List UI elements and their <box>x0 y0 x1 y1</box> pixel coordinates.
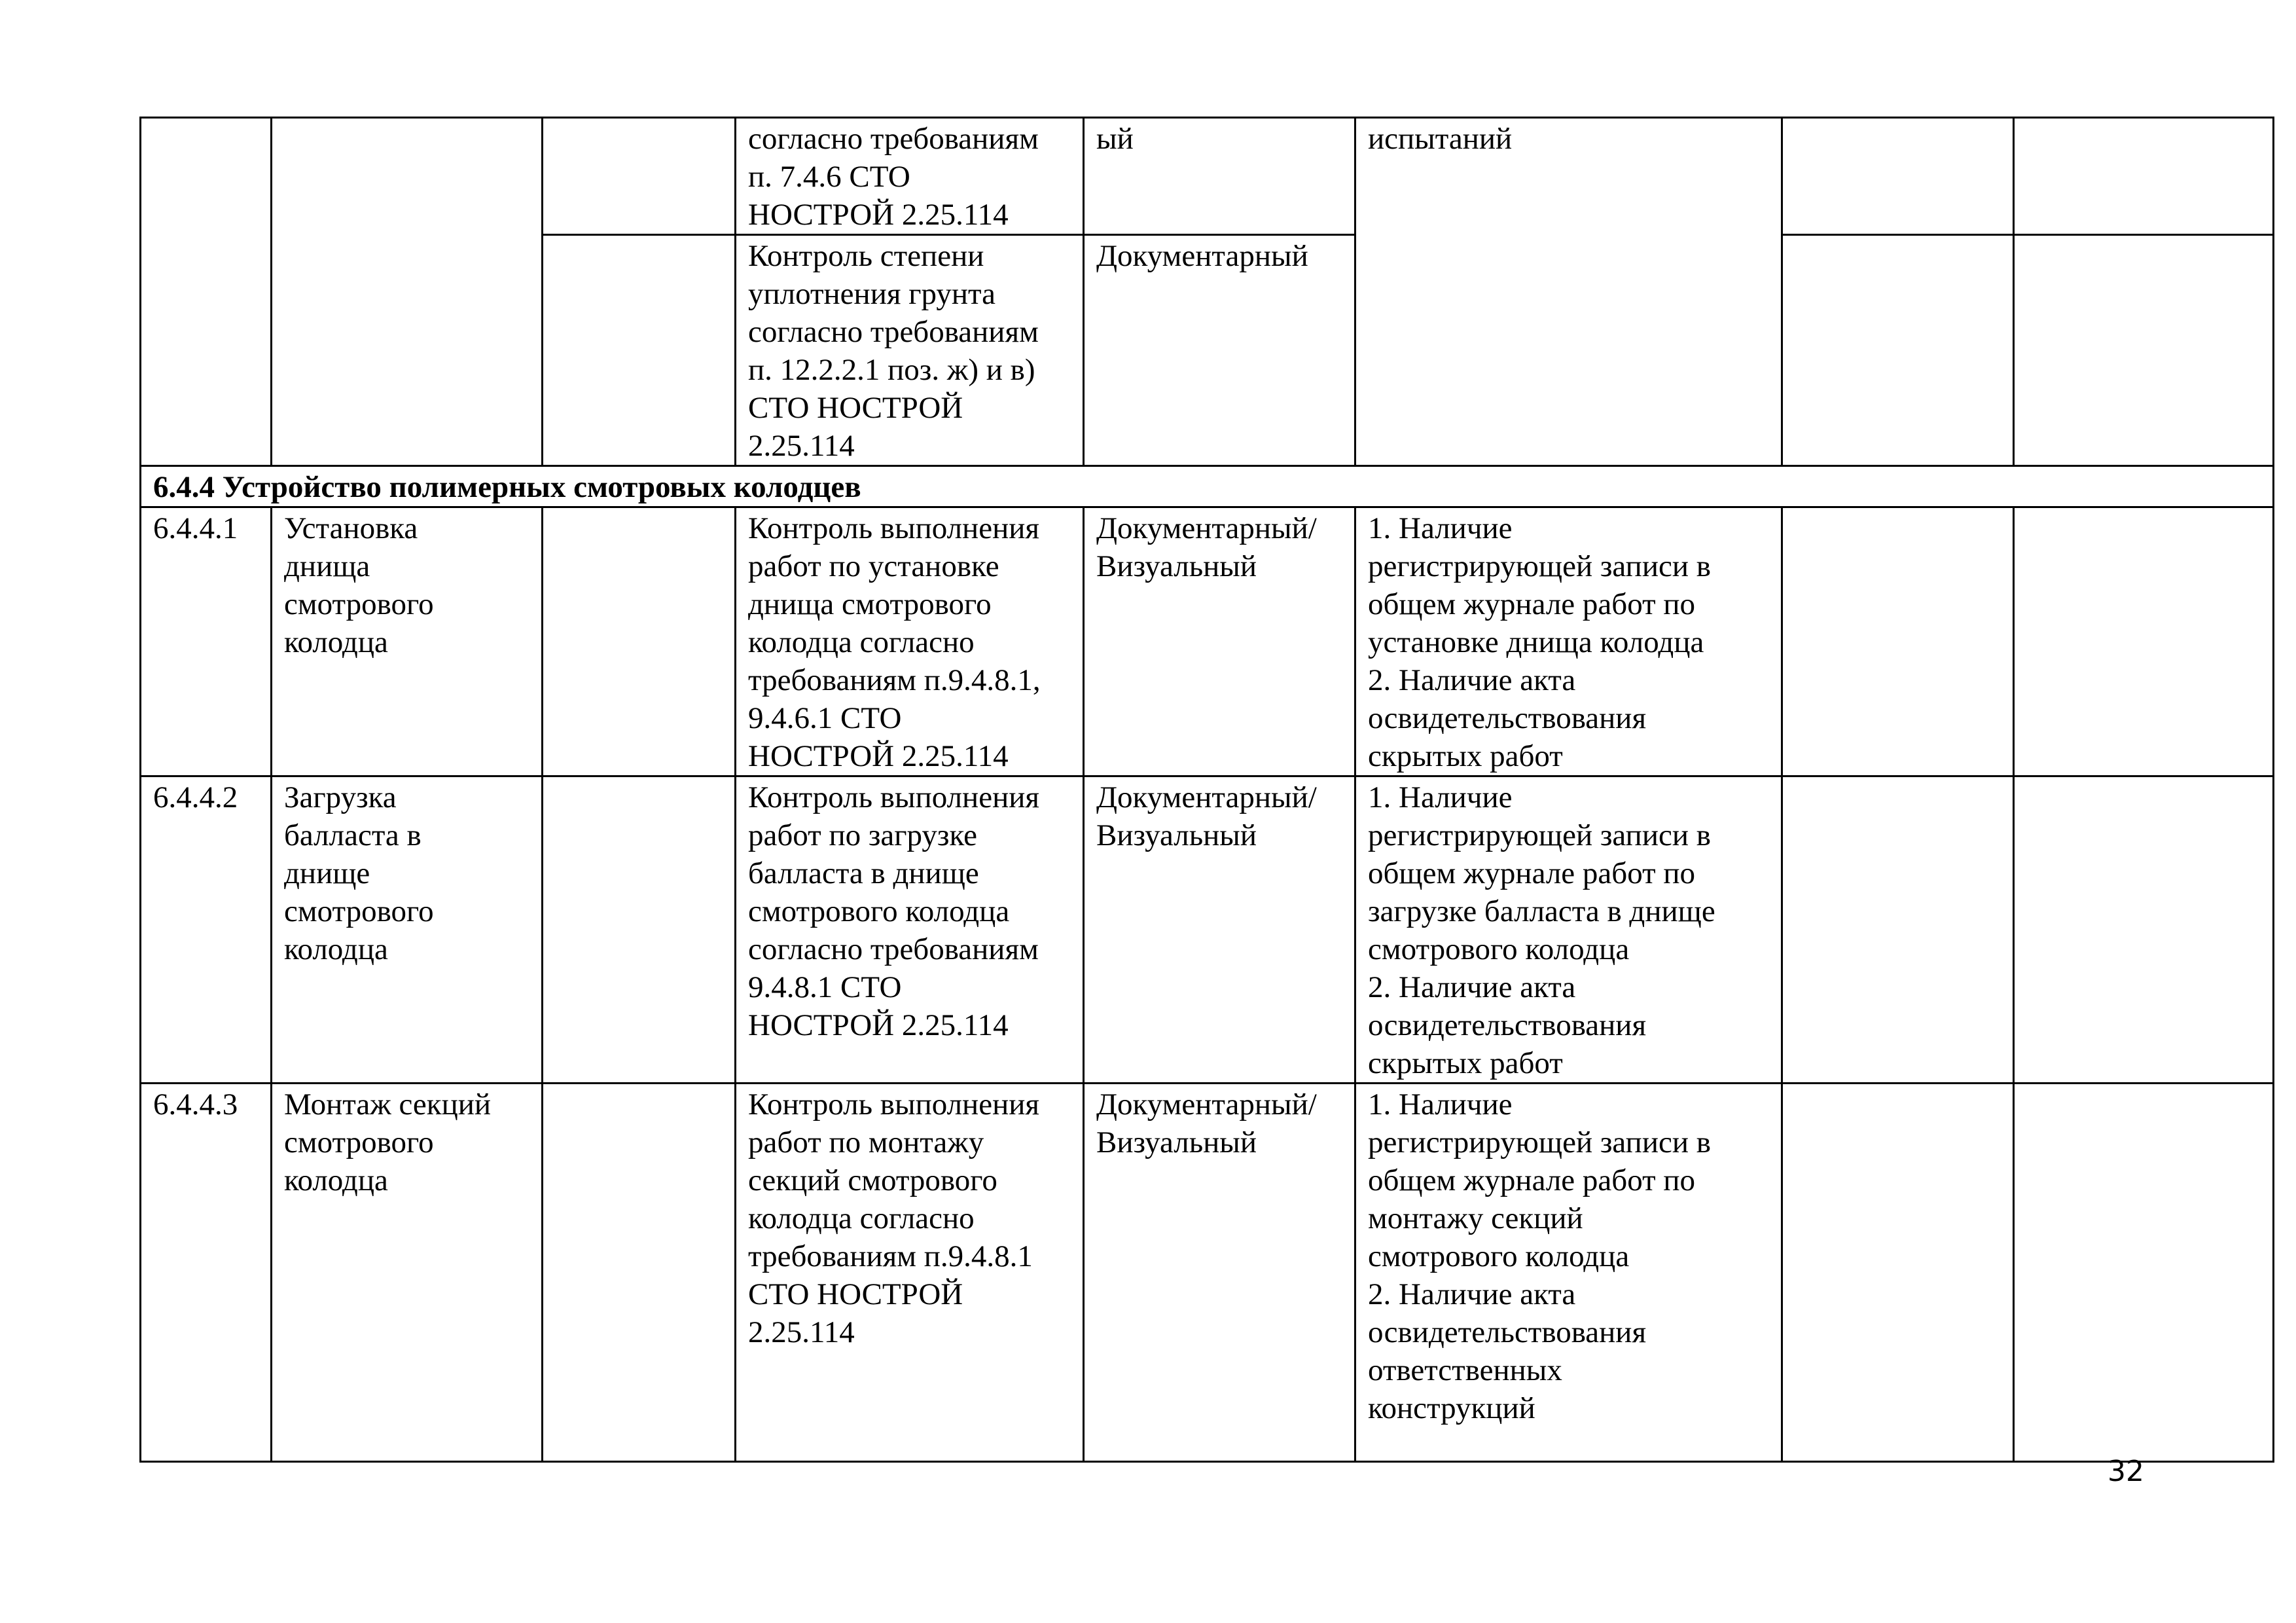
cell-empty <box>141 118 272 466</box>
method-cell: Документарный/ Визуальный <box>1084 507 1355 776</box>
operation-cell: Монтаж секций смотрового колодца <box>272 1084 543 1462</box>
table-row <box>141 507 2274 776</box>
method-cell: Документарный <box>1084 235 1355 466</box>
cell-empty <box>543 235 736 466</box>
operation-cell: Установка днища смотрового колодца <box>272 507 543 776</box>
row-number: 6.4.4.3 <box>141 1084 272 1462</box>
requirement-cell: Контроль выполнения работ по загрузке балласта в днище смотрового колодца согласно требованиям 9.4.8.1 СТО НОСТРОЙ 2.25.114 <box>736 776 1084 1084</box>
cell-empty <box>2014 507 2274 776</box>
cell-empty <box>272 118 543 466</box>
cell-empty <box>543 118 736 235</box>
method-cell: Документарный/ Визуальный <box>1084 776 1355 1084</box>
requirement-cell: Контроль выполнения работ по монтажу секций смотрового колодца согласно требованиям п.9.4.8.1 СТО НОСТРОЙ 2.25.114 <box>736 1084 1084 1462</box>
table-row <box>141 1084 2274 1462</box>
cell-empty <box>543 507 736 776</box>
method-cell: ый <box>1084 118 1355 235</box>
cell-empty <box>2014 118 2274 235</box>
table-row <box>141 776 2274 1084</box>
section-header-row <box>141 466 2274 507</box>
cell-empty <box>2014 235 2274 466</box>
cell-empty <box>1782 1084 2014 1462</box>
cell-empty <box>543 1084 736 1462</box>
operation-cell: Загрузка балласта в днище смотрового колодца <box>272 776 543 1084</box>
section-title: 6.4.4 Устройство полимерных смотровых колодцев <box>141 466 2274 507</box>
continuation-row-1 <box>141 118 2274 235</box>
requirement-cell: согласно требованиям п. 7.4.6 СТО НОСТРОЙ 2.25.114 <box>736 118 1084 235</box>
documents-cell: испытаний <box>1355 118 1782 466</box>
inspection-table <box>139 117 2274 1463</box>
documents-cell: 1. Наличие регистрирующей записи в общем журнале работ по загрузке балласта в днище смотрового колодца 2. Наличие акта освидетельствования скрытых работ <box>1355 776 1782 1084</box>
documents-cell: 1. Наличие регистрирующей записи в общем журнале работ по монтажу секций смотрового колодца 2. Наличие акта освидетельствования ответственных конструкций <box>1355 1084 1782 1462</box>
cell-empty <box>1782 776 2014 1084</box>
cell-empty <box>2014 776 2274 1084</box>
documents-cell: 1. Наличие регистрирующей записи в общем журнале работ по установке днища колодца 2. Наличие акта освидетельствования скрытых работ <box>1355 507 1782 776</box>
cell-empty <box>1782 507 2014 776</box>
cell-empty <box>2014 1084 2274 1462</box>
row-number: 6.4.4.2 <box>141 776 272 1084</box>
requirement-cell: Контроль степени уплотнения грунта согласно требованиям п. 12.2.2.1 поз. ж) и в) СТО НОСТРОЙ 2.25.114 <box>736 235 1084 466</box>
method-cell: Документарный/ Визуальный <box>1084 1084 1355 1462</box>
cell-empty <box>1782 118 2014 235</box>
page-number: 32 <box>2108 1455 2144 1488</box>
row-number: 6.4.4.1 <box>141 507 272 776</box>
cell-empty <box>543 776 736 1084</box>
requirement-cell: Контроль выполнения работ по установке днища смотрового колодца согласно требованиям п.9.4.8.1, 9.4.6.1 СТО НОСТРОЙ 2.25.114 <box>736 507 1084 776</box>
cell-empty <box>1782 235 2014 466</box>
